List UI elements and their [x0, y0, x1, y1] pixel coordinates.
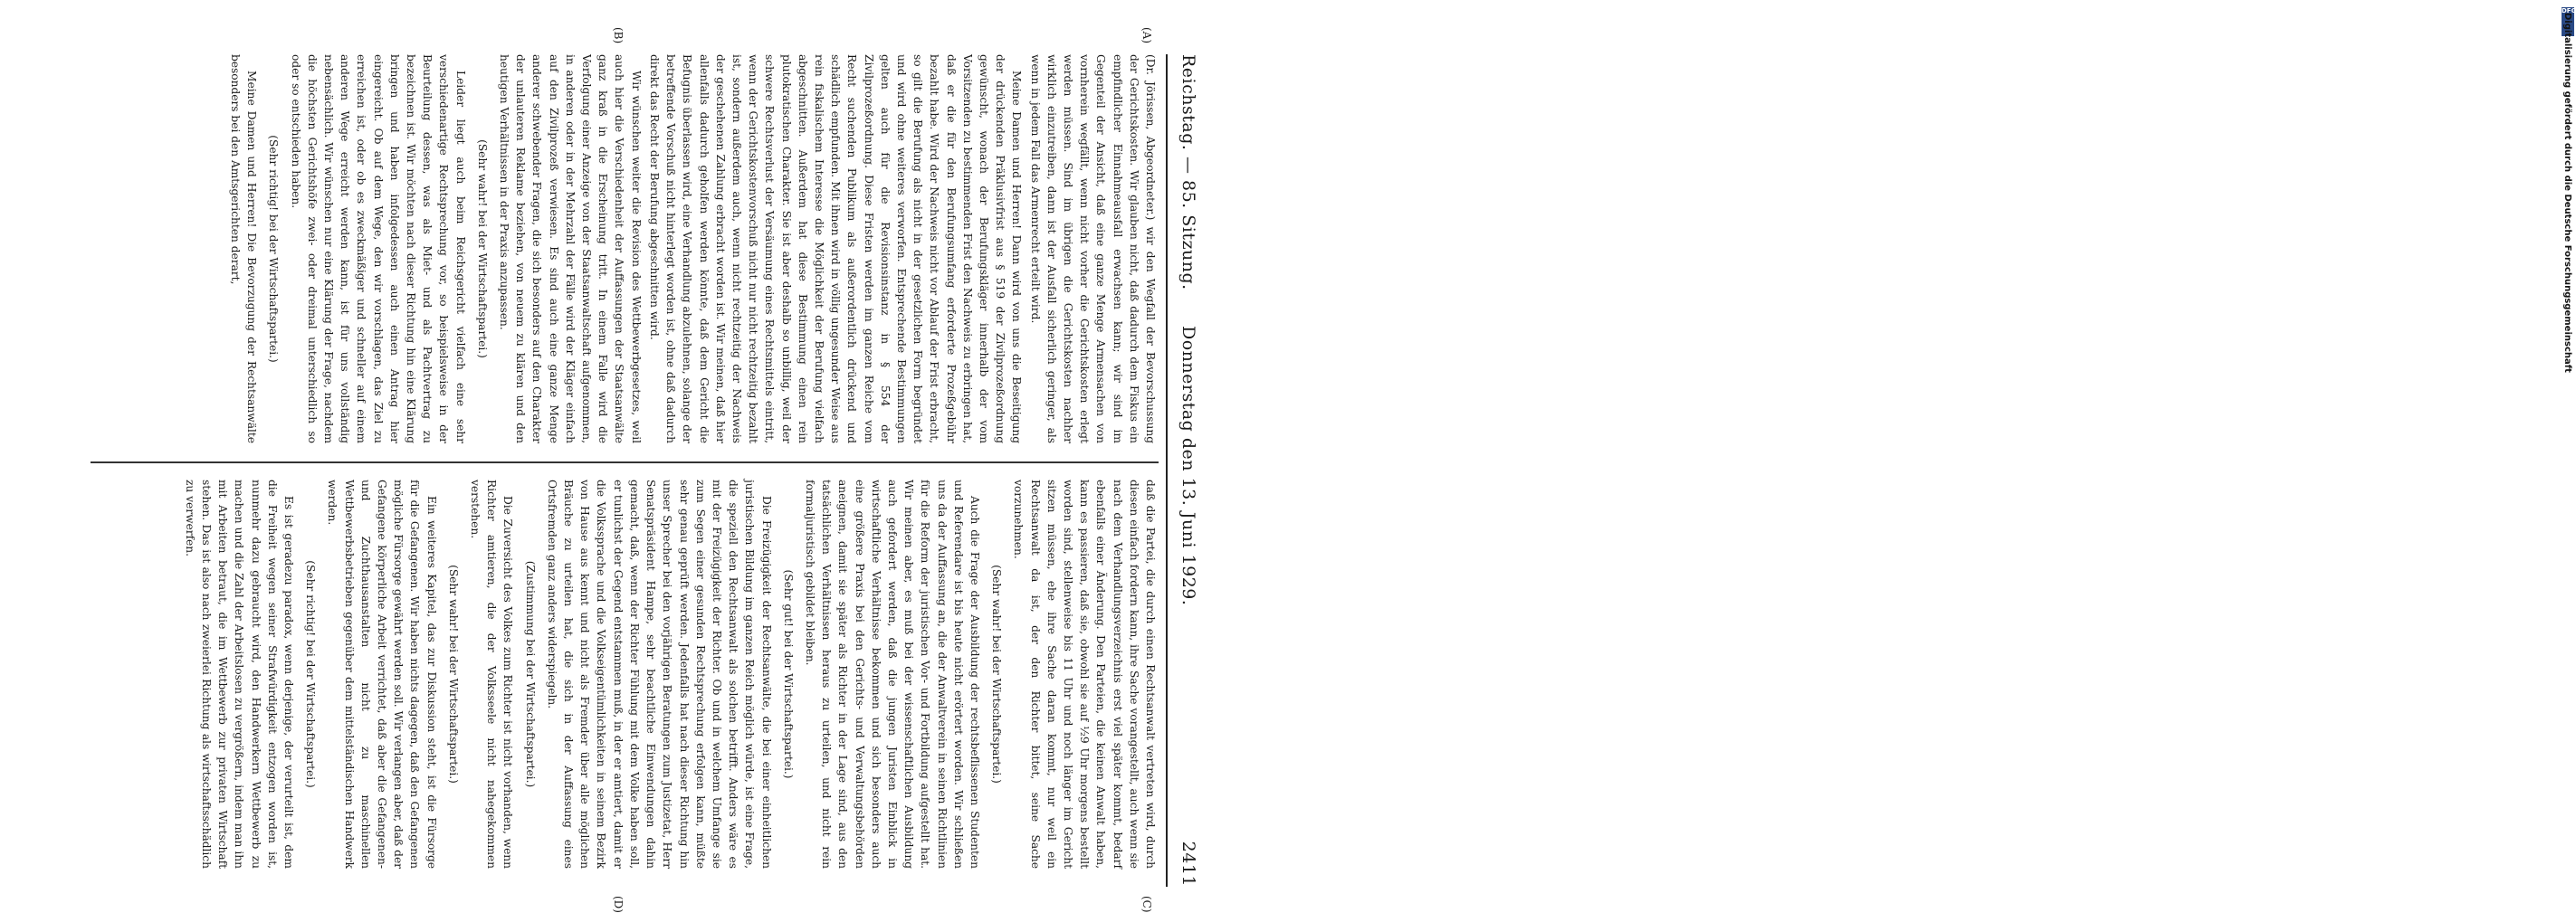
digitization-sidebar: [1278, 0, 2576, 905]
right-column: [91, 480, 1159, 869]
paragraph: Leider liegt auch beim Reichsgericht vielfach eine sehr verschiedenartige Rechtsprechung vor, so beispielsweise in der Beurteilung dessen, was als Miet- und als Pachtvertrag zu bezeichnen ist. Wir möchten nach dieser Richtung hin eine Klärung bringen und haben infolgedessen auch einen Antrag hier eingereicht. Ob auf dem Wege, den wir vorschlagen, das Ziel zu erreichen ist, oder ob es zweckmäßiger und schneller auf einem anderen Wege erreicht werden kann, ist für uns vollständig nebensächlich. Wir wünschen nur eine Klärung der Frage, nachdem die höchsten Gerichtshöfe zwei- oder dreimal unterschiedlich so oder so entschieden haben.: [289, 54, 467, 443]
rotated-page: [81, 27, 1204, 913]
paragraph: Es ist geradezu paradox, wenn derjenige, der verurteilt ist, dem die Freiheit wegen seiner Strafwürdigkeit entzogen worden ist, nunmehr dazu gebraucht wird, den Handwerkern Wettbewerb zu machen und die Zahl der Arbeitslosen zu vergrößern, indem man ihn mit Arbeiten betraut, die im Wettbewerb zur privaten Wirtschaft stehen. Das ist also nach zweierlei Richtung als wirtschaftsschädlich zu verwerfen.: [183, 480, 296, 869]
margin-mark-a: (A): [1140, 27, 1153, 44]
paragraph: Ein weiteres Kapitel, das zur Diskussion steht, ist die Fürsorge für die Gefangenen. Wir haben nichts dagegen, daß den Gefangenen mögliche Fürsorge gewährt werden soll. Wir verlangen aber, daß der Gefangene körperliche Arbeit verrichtet, daß aber die Gefangenen- und Zuchthausanstalten nicht zu maschinellen Wettbewerbsbetrieben gegenüber dem mittelständischen Handwerk werden.: [326, 480, 438, 869]
left-column: [91, 54, 1159, 443]
paragraph: Die Freizügigkeit der Rechtsanwälte, die bei einer einheitlichen juristischen Bildung im ganzen Reich möglich würde, ist eine Frage, die speziell den Rechtsanwalt als solchen betrifft. Anders wäre es mit der Freizügigkeit der Richter. Ob und in welchem Umfange sie zum Segen einer gesunden Rechtsprechung erfolgen kann, müßte sehr genau geprüft werden. Jedenfalls hat nach dieser Richtung hin unser Sprecher bei den vorjährigen Beratungen zum Justizetat, Herr Senatspräsident Hampe, sehr beachtliche Einwendungen dahin gemacht, daß, wenn der Richter Fühlung mit dem Volke haben soll, er tunlichst der Gegend entstammen muß, in der er amtiert, damit er die Volkssprache und die Volkseigentümlichkeiten in seinem Bezirk von Hause aus kennt und nicht als Fremder über alle möglichen Bräuche zu urteilen hat, die sich in der Auffassung eines Ortsfremden ganz anders widerspiegeln.: [545, 480, 773, 869]
interjection: (Sehr wahr! bei der Wirtschaftspartei.): [446, 565, 460, 784]
margin-mark-d: (D): [612, 896, 625, 913]
interjection: (Sehr richtig! bei der Wirtschaftspartei.): [304, 560, 318, 788]
interjection: (Sehr wahr! bei der Wirtschaftspartei.): [990, 565, 1004, 784]
header-session: Reichstag. — 85. Sitzung.: [1178, 54, 1198, 290]
interjection: (Sehr gut! bei der Wirtschaftspartei.): [781, 569, 795, 779]
paragraph: Wir wünschen weiter die Revision des Wettbewerbgesetzes, weil auch hier die Verschiedenheit der Auffassungen der Staatsanwälte ganz kraß in die Erscheinung tritt. In einem Falle wird die Verfolgung einer Anzeige von der Staatsanwaltschaft aufgenommen, in anderen oder in der Mehrzahl der Fälle wird der Kläger einfach auf den Zivilprozeß verwiesen. Es sind auch eine ganze Menge anderer schwebender Fragen, die sich besonders auf den Charakter der unlauteren Reklame beziehen, von neuem zu klären und den heutigen Verhältnissen in der Praxis anzupassen.: [498, 54, 643, 443]
digitization-note: Digitalisierung gefördert durch die Deutsche Forschungsgemeinschaft: [2562, 13, 2572, 373]
page-header: [1168, 54, 1204, 887]
column-divider: [91, 461, 1159, 463]
document-page: [81, 27, 1204, 913]
header-rule: [1166, 54, 1168, 887]
dfg-logo: DFG: [2562, 7, 2574, 36]
paragraph: Die Zuversicht des Volkes zum Richter ist nicht vorhanden, wenn Richter amtieren, die der Volksseele nicht nahegekommen verstehen.: [469, 480, 515, 869]
page-number: 2411: [1178, 841, 1198, 887]
header-date: Donnerstag den 13. Juni 1929.: [1178, 326, 1198, 606]
margin-mark-c: (C): [1140, 896, 1153, 913]
paragraph: Auch die Frage der Ausbildung der rechtsbeflissenen Studenten und Referendare ist bis heute nicht erörtert worden. Wir schließen uns da der Auffassung an, die der Anwaltverein in seinen Richtlinien für die Reform der juristischen Vor- und Fortbildung aufgestellt hat. Wir meinen aber, es muß bei der wissenschaftlichen Ausbildung auch gefordert werden, daß die jungen Juristen Einblick in wirtschaftliche Verhältnisse bekommen und sich besonders auch eine größere Praxis bei den Gerichts- und Verwaltungsbehörden aneignen, damit sie später als Richter in der Lage sind, aus den tatsächlichen Verhältnissen heraus zu urteilen, und nicht rein formaljuristisch gebildet bleiben.: [803, 480, 981, 869]
paragraph: (Dr. Jörissen, Abgeordneter.) wir den Wegfall der Bevorschussung der Gerichtskosten. Wir glauben nicht, daß dadurch dem Fiskus ein empfindlicher Einnahmeausfall erwachsen kann; wir sind im Gegenteil der Ansicht, daß eine ganze Menge Armensachen von vornherein wegfällt, wenn nicht vorher die Gerichtskosten erlegt werden müssen. Sind im übrigen die Gerichtskosten nachher wirklich einzutreiben, dann ist der Ausfall sicherlich geringer, als wenn in jedem Fall das Armenrecht erteilt wird.: [1028, 54, 1157, 443]
interjection: (Zustimmung bei der Wirtschaftspartei.): [523, 560, 537, 788]
margin-mark-b: (B): [612, 27, 625, 44]
paragraph: Meine Damen und Herren! Dann wird von uns die Beseitigung der drückenden Präklusivfrist aus § 519 der Zivilprozeßordnung gewünscht, wonach der Berufungskläger innerhalb der vom Vorsitzenden zu bestimmenden Frist den Nachweis zu erbringen hat, daß er die für den Berufungsumfang erforderte Prozeßgebühr bezahlt habe. Wird der Nachweis nicht vor Ablauf der Frist erbracht, so gilt die Berufung als nicht in der gesetzlichen Form begründet und wird ohne weiteres verworfen. Entsprechende Bestimmungen gelten auch für die Revisionsinstanz in § 554 der Zivilprozeßordnung. Diese Fristen werden im ganzen Reiche vom Recht suchenden Publikum als außerordentlich drückend und schädlich empfunden. Mit ihnen wird in völlig ungesunder Weise aus rein fiskalischem Interesse die Möglichkeit der Berufung vielfach abgeschnitten. Außerdem hat diese Bestimmung einen rein plutokratischen Charakter. Sie ist aber deshalb so unbillig, weil der schwere Rechtsverlust der Versäumung eines Rechtsmittels eintritt, wenn der Gerichtskostenvorschuß nicht nur nicht rechtzeitig bezahlt ist, sondern außerdem auch, wenn nicht rechtzeitig der Nachweis der geschehenen Zahlung erbracht worden ist. Wir meinen, daß hier allenfalls dadurch geholfen werden könnte, daß dem Gericht die Befugnis überlassen wird, eine Verhandlung abzulehnen, solange der betreffende Vorschuß nicht hinterlegt worden ist, ohne daß dadurch direkt das Recht der Berufung abgeschnitten wird.: [647, 54, 1024, 443]
interjection: (Sehr wahr! bei der Wirtschaftspartei.): [475, 139, 489, 358]
paragraph: Meine Damen und Herren! Die Bevorzugung der Rechtsanwälte besonders bei den Amtsgerichten derart,: [229, 54, 259, 443]
interjection: (Sehr richtig! bei der Wirtschaftspartei.): [267, 135, 281, 363]
paragraph: daß die Partei, die durch einen Rechtsanwalt vertreten wird, durch diesen einfach fordern kann, ihre Sache vorangestellt, auch wenn sie nach dem Verhandlungsverzeichnis erst viel später kommt, bedarf ebenfalls einer Änderung. Den Parteien, die keinen Anwalt haben, kann es passieren, daß sie, obwohl sie auf ½9 Uhr morgens bestellt worden sind, stellenweise bis 11 Uhr und noch länger im Gericht sitzen müssen, ehe ihre Sache daran kommt, nur weil ein Rechtsanwalt da ist, der den Richter bittet, seine Sache vorzunehmen.: [1012, 480, 1157, 869]
